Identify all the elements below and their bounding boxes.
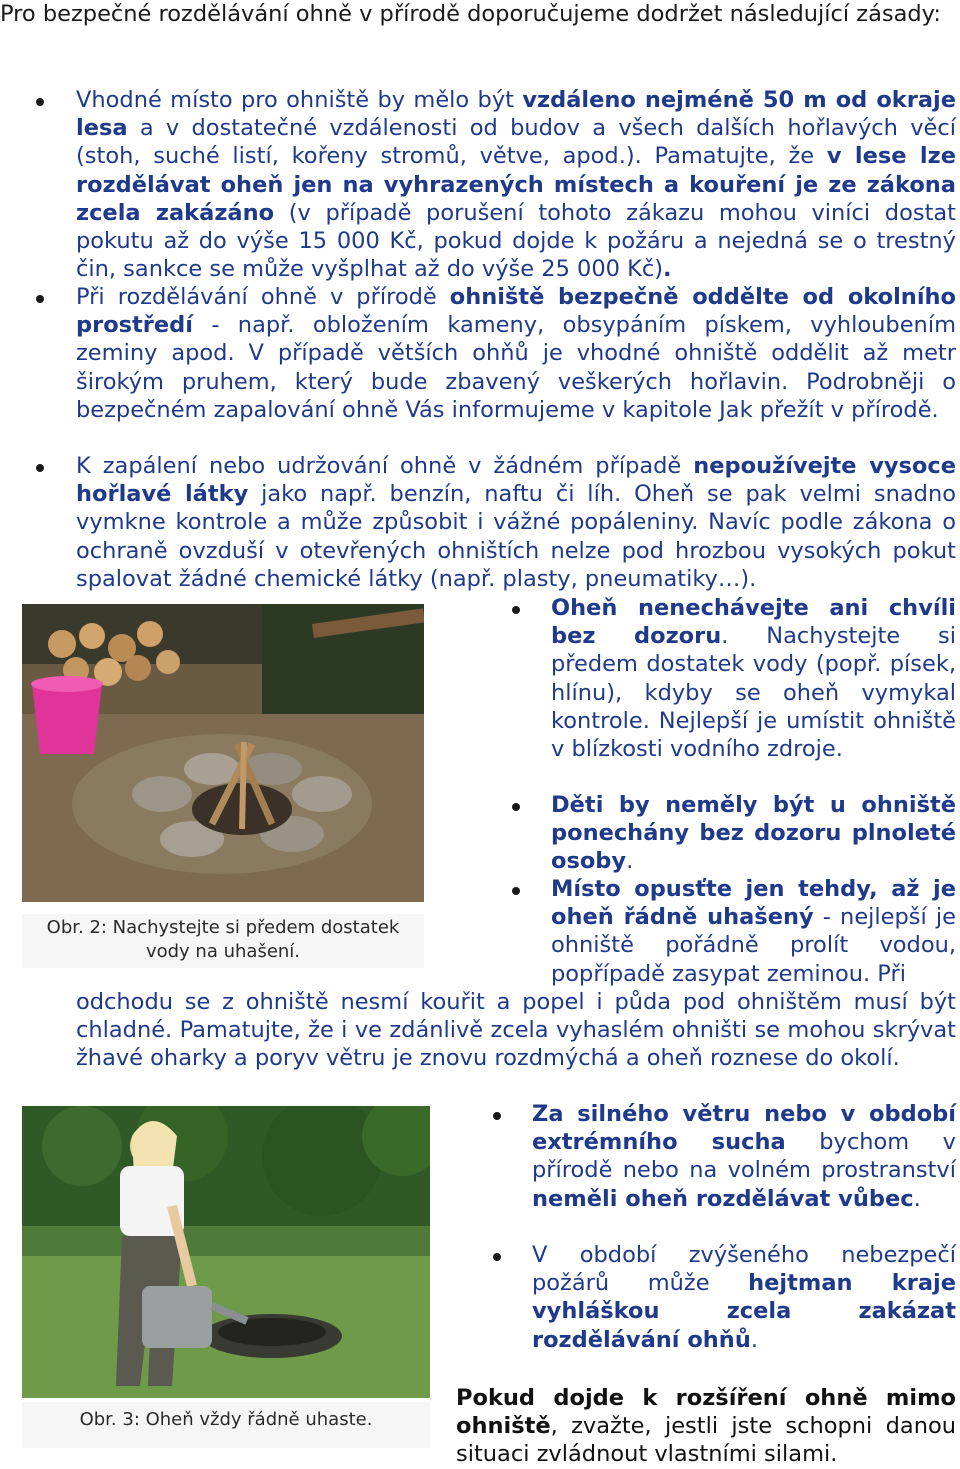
figure-2-photo: [22, 604, 424, 902]
text-run: K zapálení nebo udržování ohně v žádném případě: [76, 453, 694, 479]
bold-run: Za silného větru nebo v období extrémního sucha: [532, 1101, 956, 1156]
text-run: - např. obložením kameny, obsypáním pískem, vyhloubením zeminy apod. V případě větších ohňů je vhodné ohniště oddělit až metr širokým pruhem, který bude zbavený veškerých hořlavin. Podrobněji o bezpečném zapalování ohně Vás informujeme v kapitole Jak přežít v přírodě.: [76, 312, 956, 423]
bold-run: ohniště bezpečně oddělte od okolního prostředí: [76, 284, 957, 339]
bold-run: vzdáleno nejméně 50 m od okraje lesa: [76, 87, 956, 142]
text-run: jako např. benzín, naftu či líh. Oheň se pak velmi snadno vymkne kontrole a může způsobit i vážné popáleniny. Navíc podle zákona o ochraně ovzduší v otevřených ohništích nelze pod hrozbou vysokých pokut spalovat žádné chemické látky (např. plasty, pneumatiky…).: [76, 481, 956, 592]
bold-run: Pokud dojde k rozšíření ohně mimo ohniště: [456, 1385, 956, 1440]
bold-run: .: [663, 256, 672, 283]
bold-run: hejtman kraje vyhláškou zcela zakázat rozdělávání ohňů: [532, 1270, 956, 1353]
woman-extinguishing-fire-illustration: [22, 1106, 430, 1398]
bullet-marker: [512, 887, 520, 895]
bullet-1-text: [76, 86, 956, 283]
bullet-marker: [493, 1112, 501, 1120]
text-run: (v případě porušení tohoto zákazu mohou viníci dostat pokutu až do výše 15 000 Kč, pokud dojde k požáru a nejedná se o trestný čin, sankce se může vyšplhat až do výše 25 000 Kč): [76, 199, 957, 283]
figure-2-caption: Obr. 2: Nachystejte si předem dostatek vody na uhašení.: [22, 914, 424, 968]
text-run: .: [626, 848, 634, 875]
text-run: .: [750, 1326, 758, 1353]
bullet-marker: [36, 98, 44, 106]
bullet-8-text: [532, 1241, 956, 1354]
text-run: .: [913, 1185, 921, 1212]
text-run: - nejlepší je ohniště pořádně prolít vodou, popřípadě zasypat zeminou. Při: [551, 904, 957, 987]
bold-run: neměli oheň rozdělávat vůbec: [532, 1185, 914, 1212]
bold-run: Oheň nenechávejte ani chvíli bez dozoru: [551, 595, 956, 650]
closing-paragraph: [456, 1384, 956, 1469]
bold-run: Děti by neměly být u ohniště ponechány bez dozoru plnoleté osoby: [551, 792, 956, 875]
bullet-marker: [36, 295, 44, 303]
intro-paragraph: Pro bezpečné rozdělávání ohně v přírodě doporučujeme dodržet následující zásady:: [0, 1, 941, 27]
bullet-6-continuation: odchodu se z ohniště nesmí kouřit a popel i půda pod ohništěm musí být chladné. Pamatujte, že i ve zdánlivě zcela vyhaslém ohništi se mohou skrývat žhavé oharky a poryv větru je znovu rozdmýchá a oheň roznese do okolí.: [76, 989, 956, 1072]
bullet-7-text: [532, 1100, 956, 1213]
text-run: . Nachystejte si předem dostatek vody (popř. písek, hlínu), kdyby se oheň vymykal kontrole. Nejlepší je umístit ohniště v blízkosti vodního zdroje.: [551, 623, 956, 763]
text-run: bychom v přírodě nebo na volném prostranství: [532, 1129, 956, 1184]
text-run: a v dostatečné vzdálenosti od budov a všech dalších hořlavých věcí (stoh, suché listí, kořeny stromů, větve, apod.). Pamatujte, že: [76, 115, 956, 170]
bullet-marker: [493, 1253, 501, 1261]
text-run: Vhodné místo pro ohniště by mělo být: [76, 87, 523, 113]
bullet-2-text: [76, 283, 956, 424]
bullet-6-text: [551, 875, 956, 988]
bullet-marker: [512, 606, 520, 614]
figure-3-caption: Obr. 3: Oheň vždy řádně uhaste.: [22, 1402, 430, 1448]
bold-run: Místo opusťte jen tehdy, až je oheň řádně uhašený: [551, 876, 956, 931]
text-run: V období zvýšeného nebezpečí požárů může: [532, 1242, 956, 1297]
bullet-marker: [512, 803, 520, 811]
text-run: , zvažte, jestli jste schopni danou situaci zvládnout vlastními silami.: [456, 1413, 956, 1468]
campfire-photo-illustration: [22, 604, 424, 902]
bullet-3-text: [76, 452, 956, 593]
text-run: Při rozdělávání ohně v přírodě: [76, 284, 450, 310]
figure-3-photo: [22, 1106, 430, 1398]
bullet-marker: [36, 464, 44, 472]
bold-run: v lese lze rozdělávat oheň jen na vyhrazených místech a kouření je ze zákona zcela zakázáno: [76, 143, 956, 226]
bullet-4-text: [551, 594, 956, 763]
bold-run: nepoužívejte vysoce hořlavé látky: [76, 453, 956, 508]
bullet-5-text: [551, 791, 956, 876]
